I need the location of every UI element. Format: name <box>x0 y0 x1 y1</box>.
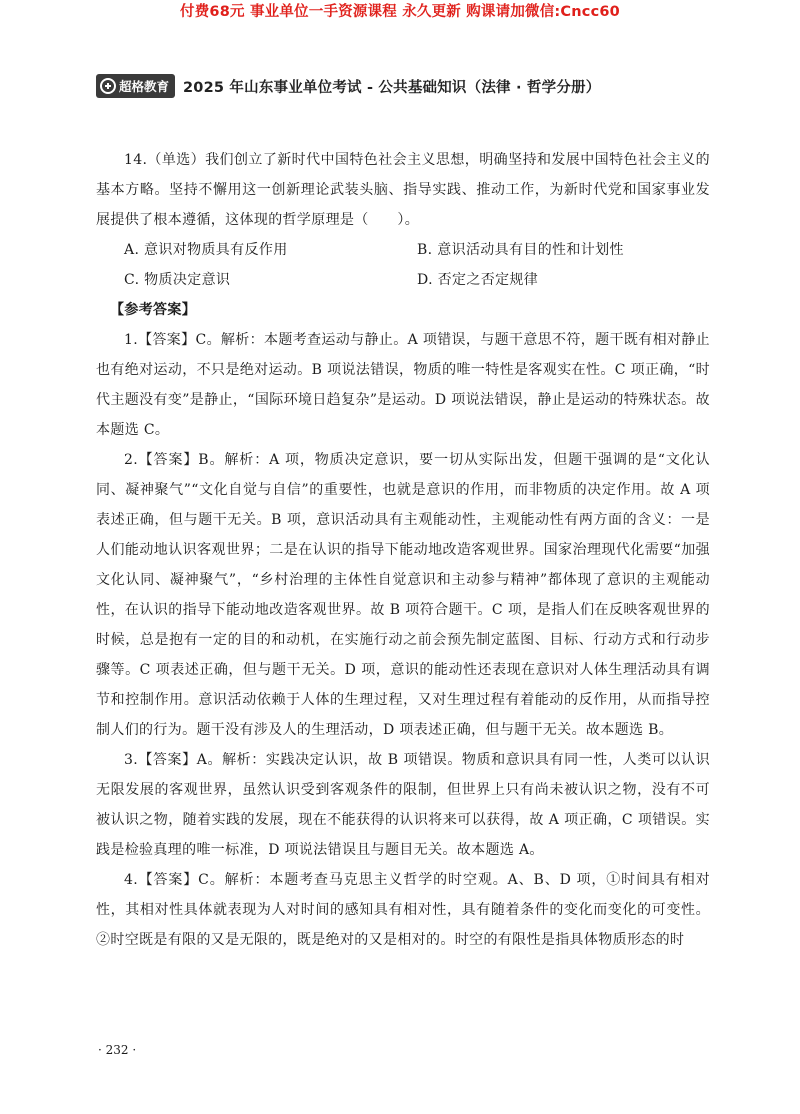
page-content <box>96 145 710 955</box>
answer-3: 3.【答案】A。解析：实践决定认识，故 B 项错误。物质和意识具有同一性，人类可以认识无限发展的客观世界，虽然认识受到客观条件的限制，但世界上只有尚未被认识之物，没有不可被认识之物，随着实践的发展，现在不能获得的认识将来可以获得，故 A 项正确，C 项错误。实践是检验真理的唯一标准，D 项说法错误且与题目无关。故本题选 A。 <box>96 752 710 858</box>
option-a: A. 意识对物质具有反作用 <box>124 242 288 258</box>
publisher-logo <box>96 74 175 98</box>
option-d: D. 否定之否定规律 <box>417 272 539 288</box>
option-c: C. 物质决定意识 <box>124 272 231 288</box>
options-row-2 <box>96 265 710 295</box>
answer-4: 4.【答案】C。解析：本题考查马克思主义哲学的时空观。A、B、D 项，①时间具有相对性，其相对性具体就表现为人对时间的感知具有相对性，具有随着条件的变化而变化的可变性。②时空既是有限的又是无限的，既是绝对的又是相对的。时空的有限性是指具体物质形态的时 <box>96 872 710 948</box>
options-row-1 <box>96 235 710 265</box>
logo-text: 超格教育 <box>119 79 170 94</box>
page-number: · 232 · <box>98 1043 137 1057</box>
option-b: B. 意识活动具有目的性和计划性 <box>417 242 624 258</box>
answer-2: 2.【答案】B。解析：A 项，物质决定意识，要一切从实际出发，但题干强调的是“文化认同、凝神聚气”“文化自觉与自信”的重要性，也就是意识的作用，而非物质的决定作用。故 A 项表述正确，但与题干无关。B 项，意识活动具有主观能动性，主观能动性有两方面的含义：一是人们能动地认识客观世界；二是在认识的指导下能动地改造客观世界。国家治理现代化需要“加强文化认同、凝神聚气”，“乡村治理的主体性自觉意识和主动参与精神”都体现了意识的主观能动性，在认识的指导下能动地改造客观世界。故 B 项符合题干。C 项，是指人们在反映客观世界的时候，总是抱有一定的目的和动机，在实施行动之前会预先制定蓝图、目标、行动方式和行动步骤等。C 项表述正确，但与题干无关。D 项，意识的能动性还表现在意识对人体生理活动具有调节和控制作用。意识活动依赖于人体的生理过程，又对生理过程有着能动的反作用，从而指导控制人们的行为。题干没有涉及人的生理活动，D 项表述正确，但与题干无关。故本题选 B。 <box>96 452 710 738</box>
question-text: 14.（单选）我们创立了新时代中国特色社会主义思想，明确坚持和发展中国特色社会主义的基本方略。坚持不懈用这一创新理论武装头脑、指导实践、推动工作，为新时代党和国家事业发展提供了根本遵循，这体现的哲学原理是（ ）。 <box>96 152 710 228</box>
book-title: 2025 年山东事业单位考试 - 公共基础知识（法律 · 哲学分册） <box>183 79 601 96</box>
reference-answer-heading: 【参考答案】 <box>110 302 197 318</box>
watermark-banner: 付费68元 事业单位一手资源课程 永久更新 购课请加微信:Cncc60 <box>180 4 620 20</box>
page-header <box>96 73 600 99</box>
answer-1: 1.【答案】C。解析：本题考查运动与静止。A 项错误，与题干意思不符，题干既有相对静止也有绝对运动，不只是绝对运动。B 项说法错误，物质的唯一特性是客观实在性。C 项正确，“时代主题没有变”是静止，“国际环境日趋复杂”是运动。D 项说法错误，静止是运动的特殊状态。故本题选 C。 <box>96 332 710 438</box>
logo-mark-icon <box>100 78 116 94</box>
